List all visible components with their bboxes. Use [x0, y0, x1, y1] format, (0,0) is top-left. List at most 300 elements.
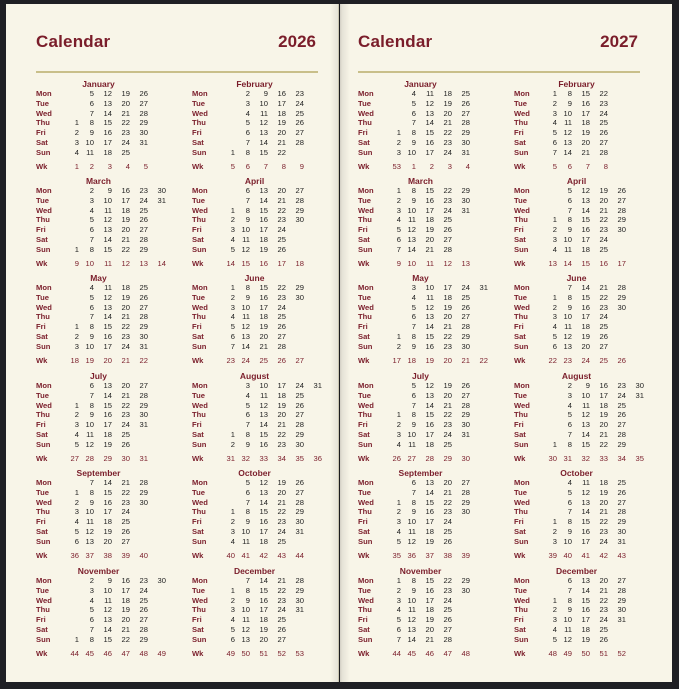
day-cell: 20	[599, 576, 608, 585]
day-cell: 27	[295, 487, 304, 497]
day-cell: 13	[581, 576, 590, 585]
week-number: 2	[429, 161, 434, 171]
day-cell: 19	[581, 332, 590, 341]
day-cell: 24	[617, 390, 626, 400]
day-cell: 21	[121, 108, 130, 118]
month-september	[358, 468, 498, 564]
week-label: Wk	[192, 550, 204, 560]
day-cell: 1	[230, 585, 235, 595]
week-number: 42	[259, 550, 268, 560]
day-cell: 21	[121, 312, 130, 322]
day-cell: 28	[617, 430, 626, 439]
weekday-label: Tue	[192, 390, 205, 400]
weekday-label: Sat	[192, 138, 204, 147]
month-july	[36, 371, 176, 467]
week-number: 1	[411, 161, 416, 171]
day-cell: 30	[461, 420, 470, 430]
weekday-label: Tue	[514, 195, 527, 205]
weekday-label: Thu	[36, 215, 50, 225]
week-number: 27	[70, 453, 79, 463]
weekday-label: Fri	[358, 128, 368, 138]
day-cell: 17	[103, 420, 112, 430]
day-cell: 24	[599, 235, 608, 244]
day-cell: 8	[567, 89, 572, 98]
day-cell: 21	[259, 341, 268, 351]
day-cell: 25	[139, 595, 148, 605]
day-cell: 9	[411, 138, 416, 147]
weekday-label: Fri	[36, 225, 46, 235]
weekday-label: Sat	[514, 625, 526, 634]
day-cell: 24	[443, 595, 452, 605]
weekday-label: Sun	[358, 147, 373, 157]
day-cell: 7	[89, 390, 94, 400]
day-cell: 18	[443, 292, 452, 302]
week-number: 4	[465, 161, 470, 171]
weekday-label: Sat	[192, 332, 204, 341]
day-cell: 9	[567, 225, 572, 235]
day-cell: 17	[425, 205, 434, 215]
day-cell: 14	[103, 478, 112, 487]
day-cell: 1	[396, 576, 401, 585]
weekday-label: Sun	[36, 439, 51, 449]
day-cell: 17	[103, 138, 112, 147]
day-cell: 5	[245, 400, 250, 410]
day-cell: 15	[425, 186, 434, 195]
day-cell: 15	[103, 634, 112, 644]
day-cell: 14	[581, 205, 590, 215]
month-august	[192, 371, 332, 467]
day-cell: 21	[599, 205, 608, 215]
day-cell: 22	[277, 430, 286, 439]
day-cell: 20	[121, 381, 130, 390]
day-cell: 22	[121, 487, 130, 497]
day-cell: 11	[564, 118, 572, 128]
day-cell: 13	[407, 235, 416, 244]
day-cell: 9	[89, 332, 94, 341]
week-number: 9	[74, 258, 79, 268]
weekday-label: Wed	[192, 595, 208, 605]
day-cell: 9	[567, 527, 572, 536]
day-cell: 24	[121, 420, 130, 430]
day-cell: 18	[425, 215, 434, 225]
weekday-label: Sun	[514, 634, 529, 644]
day-cell: 10	[563, 615, 572, 625]
day-cell: 8	[411, 410, 416, 420]
weekday-label: Sun	[514, 147, 529, 157]
month-april	[192, 176, 332, 272]
day-cell: 6	[411, 312, 416, 322]
day-cell: 6	[411, 390, 416, 400]
weekday-label: Sat	[36, 138, 48, 147]
day-cell: 14	[407, 634, 416, 644]
week-number: 16	[599, 258, 608, 268]
day-cell: 19	[121, 215, 130, 225]
day-cell: 8	[567, 517, 572, 527]
day-cell: 23	[443, 585, 452, 595]
day-cell: 31	[617, 536, 626, 546]
day-cell: 7	[396, 634, 401, 644]
day-cell: 12	[425, 381, 434, 390]
day-cell: 15	[103, 322, 112, 332]
week-label: Wk	[36, 648, 48, 658]
day-cell: 19	[277, 478, 286, 487]
day-cell: 22	[443, 497, 452, 507]
day-cell: 8	[89, 400, 94, 410]
weekday-label: Thu	[36, 118, 50, 128]
day-cell: 4	[230, 536, 235, 546]
day-cell: 29	[295, 430, 304, 439]
day-cell: 13	[241, 634, 250, 644]
day-cell: 3	[74, 341, 79, 351]
day-cell: 2	[396, 341, 401, 351]
month-june	[192, 273, 332, 369]
day-cell: 18	[277, 108, 286, 118]
day-cell: 20	[121, 302, 130, 312]
weekday-label: Thu	[192, 605, 206, 615]
day-cell: 13	[103, 381, 112, 390]
day-cell: 19	[259, 244, 268, 254]
day-cell: 29	[295, 585, 304, 595]
day-cell: 9	[585, 381, 590, 390]
day-cell: 8	[411, 497, 416, 507]
day-cell: 8	[89, 634, 94, 644]
day-cell: 15	[103, 118, 112, 128]
day-cell: 16	[259, 439, 268, 449]
day-cell: 19	[259, 322, 268, 332]
week-number: 31	[139, 453, 148, 463]
day-cell: 3	[411, 283, 416, 292]
day-cell: 5	[411, 302, 416, 312]
day-cell: 18	[425, 605, 434, 615]
day-cell: 28	[443, 244, 452, 254]
day-cell: 22	[121, 400, 130, 410]
day-cell: 7	[89, 478, 94, 487]
day-cell: 26	[121, 439, 130, 449]
month-name: November	[77, 566, 120, 576]
day-cell: 29	[295, 283, 304, 292]
week-number: 44	[392, 648, 401, 658]
week-number: 31	[226, 453, 235, 463]
day-cell: 5	[89, 215, 94, 225]
week-number: 32	[241, 453, 250, 463]
day-cell: 6	[74, 536, 79, 546]
weekday-label: Sat	[192, 235, 204, 244]
month-name: August	[239, 371, 270, 381]
weekday-label: Thu	[192, 118, 206, 128]
day-cell: 27	[599, 341, 608, 351]
week-number: 45	[85, 648, 94, 658]
week-number: 9	[396, 258, 401, 268]
day-cell: 24	[277, 302, 286, 312]
weekday-label: Tue	[36, 487, 49, 497]
week-label: Wk	[358, 355, 370, 365]
weekday-label: Fri	[192, 225, 202, 235]
day-cell: 23	[443, 138, 452, 147]
day-cell: 30	[461, 507, 470, 517]
day-cell: 20	[443, 478, 452, 487]
day-cell: 21	[581, 147, 590, 157]
day-cell: 27	[617, 420, 626, 430]
day-cell: 22	[443, 128, 452, 138]
weekday-label: Thu	[36, 312, 50, 322]
day-cell: 12	[581, 487, 590, 497]
day-cell: 12	[241, 625, 250, 634]
day-cell: 5	[411, 381, 416, 390]
week-number: 35	[635, 453, 644, 463]
weekday-label: Sun	[514, 536, 529, 546]
day-cell: 22	[599, 215, 608, 225]
week-number: 37	[425, 550, 434, 560]
day-cell: 14	[103, 312, 112, 322]
weekday-label: Mon	[514, 89, 530, 98]
day-cell: 31	[635, 390, 644, 400]
day-cell: 19	[443, 98, 452, 108]
day-cell: 13	[103, 302, 112, 312]
day-cell: 17	[259, 605, 268, 615]
week-number: 24	[241, 355, 250, 365]
day-cell: 5	[245, 118, 250, 128]
day-cell: 12	[425, 302, 434, 312]
day-cell: 25	[277, 536, 286, 546]
day-cell: 24	[599, 108, 608, 118]
day-cell: 25	[139, 205, 148, 215]
day-cell: 14	[103, 390, 112, 400]
day-cell: 7	[567, 205, 572, 215]
week-number: 4	[125, 161, 130, 171]
day-cell: 11	[242, 615, 250, 625]
weekday-label: Thu	[192, 507, 206, 517]
day-cell: 21	[121, 478, 130, 487]
weekday-label: Sun	[192, 536, 207, 546]
day-cell: 4	[89, 595, 94, 605]
week-number: 13	[139, 258, 148, 268]
day-cell: 13	[563, 341, 572, 351]
week-label: Wk	[514, 550, 526, 560]
weekday-label: Sun	[192, 341, 207, 351]
weekday-label: Sat	[192, 625, 204, 634]
weekday-label: Tue	[36, 390, 49, 400]
month-january	[358, 79, 498, 175]
day-cell: 25	[599, 244, 608, 254]
day-cell: 27	[295, 410, 304, 420]
day-cell: 3	[396, 205, 401, 215]
week-number: 46	[103, 648, 112, 658]
day-cell: 19	[277, 118, 286, 128]
weekday-label: Sun	[192, 244, 207, 254]
day-cell: 1	[230, 507, 235, 517]
day-cell: 3	[552, 235, 557, 244]
day-cell: 13	[425, 478, 434, 487]
day-cell: 23	[277, 439, 286, 449]
weekday-label: Sat	[192, 430, 204, 439]
day-cell: 14	[581, 283, 590, 292]
day-cell: 22	[443, 410, 452, 420]
day-cell: 29	[139, 400, 148, 410]
day-cell: 30	[617, 527, 626, 536]
week-number: 34	[617, 453, 626, 463]
day-cell: 15	[581, 517, 590, 527]
week-number: 31	[563, 453, 572, 463]
day-cell: 2	[552, 527, 557, 536]
week-label: Wk	[192, 258, 204, 268]
week-number: 51	[259, 648, 268, 658]
day-cell: 26	[295, 118, 304, 128]
weekday-label: Tue	[358, 390, 371, 400]
day-cell: 1	[230, 147, 235, 157]
weekday-label: Fri	[192, 517, 202, 527]
weekday-label: Sun	[514, 244, 529, 254]
week-number: 27	[295, 355, 304, 365]
day-cell: 26	[277, 244, 286, 254]
day-cell: 3	[396, 147, 401, 157]
day-cell: 27	[461, 478, 470, 487]
week-number: 23	[226, 355, 235, 365]
month-april	[514, 176, 654, 272]
day-cell: 20	[599, 195, 608, 205]
day-cell: 1	[74, 400, 79, 410]
day-cell: 4	[396, 527, 401, 536]
day-cell: 2	[396, 420, 401, 430]
weekday-label: Thu	[192, 215, 206, 225]
week-number: 36	[313, 453, 322, 463]
day-cell: 27	[599, 138, 608, 147]
day-cell: 25	[443, 527, 452, 536]
weekday-label: Tue	[192, 98, 205, 108]
day-cell: 17	[121, 585, 130, 595]
day-cell: 1	[552, 517, 557, 527]
day-cell: 11	[408, 605, 416, 615]
day-cell: 26	[461, 381, 470, 390]
day-cell: 18	[599, 400, 608, 410]
day-cell: 15	[103, 400, 112, 410]
day-cell: 4	[230, 312, 235, 322]
day-cell: 7	[411, 118, 416, 128]
weekday-label: Sun	[358, 244, 373, 254]
day-cell: 18	[581, 322, 590, 332]
month-name: May	[412, 273, 429, 283]
day-cell: 5	[230, 244, 235, 254]
day-cell: 29	[617, 595, 626, 605]
week-number: 5	[230, 161, 235, 171]
week-number: 23	[563, 355, 572, 365]
day-cell: 8	[411, 332, 416, 341]
day-cell: 17	[277, 98, 286, 108]
weekday-label: Fri	[36, 615, 46, 625]
day-cell: 30	[295, 292, 304, 302]
week-number: 5	[143, 161, 148, 171]
weekday-label: Mon	[192, 478, 208, 487]
month-name: September	[76, 468, 121, 478]
day-cell: 4	[411, 292, 416, 302]
day-cell: 18	[599, 478, 608, 487]
day-cell: 26	[617, 186, 626, 195]
week-label: Wk	[358, 648, 370, 658]
week-number: 3	[107, 161, 112, 171]
week-number: 43	[277, 550, 286, 560]
day-cell: 18	[425, 527, 434, 536]
weekday-label: Wed	[358, 400, 374, 410]
day-cell: 16	[425, 507, 434, 517]
day-cell: 4	[396, 605, 401, 615]
day-cell: 30	[617, 225, 626, 235]
day-cell: 16	[121, 576, 130, 585]
day-cell: 28	[139, 108, 148, 118]
day-cell: 24	[443, 517, 452, 527]
week-number: 25	[259, 355, 268, 365]
week-number: 11	[426, 258, 434, 268]
week-number: 20	[103, 355, 112, 365]
day-cell: 6	[396, 235, 401, 244]
day-cell: 18	[103, 517, 112, 527]
day-cell: 9	[411, 420, 416, 430]
day-cell: 2	[74, 128, 79, 138]
day-cell: 20	[599, 420, 608, 430]
day-cell: 1	[230, 283, 235, 292]
day-cell: 5	[89, 292, 94, 302]
day-cell: 7	[567, 507, 572, 517]
weekday-label: Sun	[36, 341, 51, 351]
day-cell: 25	[277, 235, 286, 244]
week-label: Wk	[36, 355, 48, 365]
week-number: 38	[443, 550, 452, 560]
day-cell: 9	[567, 302, 572, 312]
day-cell: 27	[139, 381, 148, 390]
day-cell: 16	[425, 585, 434, 595]
day-cell: 20	[259, 634, 268, 644]
day-cell: 22	[121, 244, 130, 254]
day-cell: 22	[443, 576, 452, 585]
day-cell: 21	[599, 430, 608, 439]
weekday-label: Sun	[192, 147, 207, 157]
week-number: 9	[299, 161, 304, 171]
day-cell: 14	[259, 420, 268, 430]
weekday-label: Sat	[36, 332, 48, 341]
week-number: 24	[581, 355, 590, 365]
day-cell: 14	[581, 507, 590, 517]
day-cell: 28	[461, 400, 470, 410]
weekday-label: Tue	[36, 292, 49, 302]
day-cell: 21	[443, 400, 452, 410]
week-number: 39	[461, 550, 470, 560]
weekday-label: Sat	[514, 430, 526, 439]
day-cell: 11	[582, 400, 590, 410]
day-cell: 25	[277, 312, 286, 322]
day-cell: 15	[259, 147, 268, 157]
day-cell: 2	[74, 410, 79, 420]
day-cell: 9	[411, 585, 416, 595]
weekday-label: Wed	[192, 205, 208, 215]
day-cell: 3	[552, 536, 557, 546]
day-cell: 19	[443, 302, 452, 312]
weekday-label: Mon	[358, 186, 374, 195]
day-cell: 12	[581, 410, 590, 420]
weekday-label: Tue	[514, 292, 527, 302]
day-cell: 11	[242, 312, 250, 322]
day-cell: 11	[104, 595, 112, 605]
day-cell: 19	[425, 225, 434, 235]
month-june	[514, 273, 654, 369]
weekday-label: Mon	[514, 576, 530, 585]
day-cell: 27	[139, 302, 148, 312]
day-cell: 31	[461, 430, 470, 439]
week-label: Wk	[192, 355, 204, 365]
day-cell: 11	[260, 108, 268, 118]
weekday-label: Sun	[192, 439, 207, 449]
weekday-label: Wed	[192, 302, 208, 312]
week-number: 15	[241, 258, 250, 268]
day-cell: 8	[89, 118, 94, 128]
day-cell: 10	[241, 225, 250, 235]
